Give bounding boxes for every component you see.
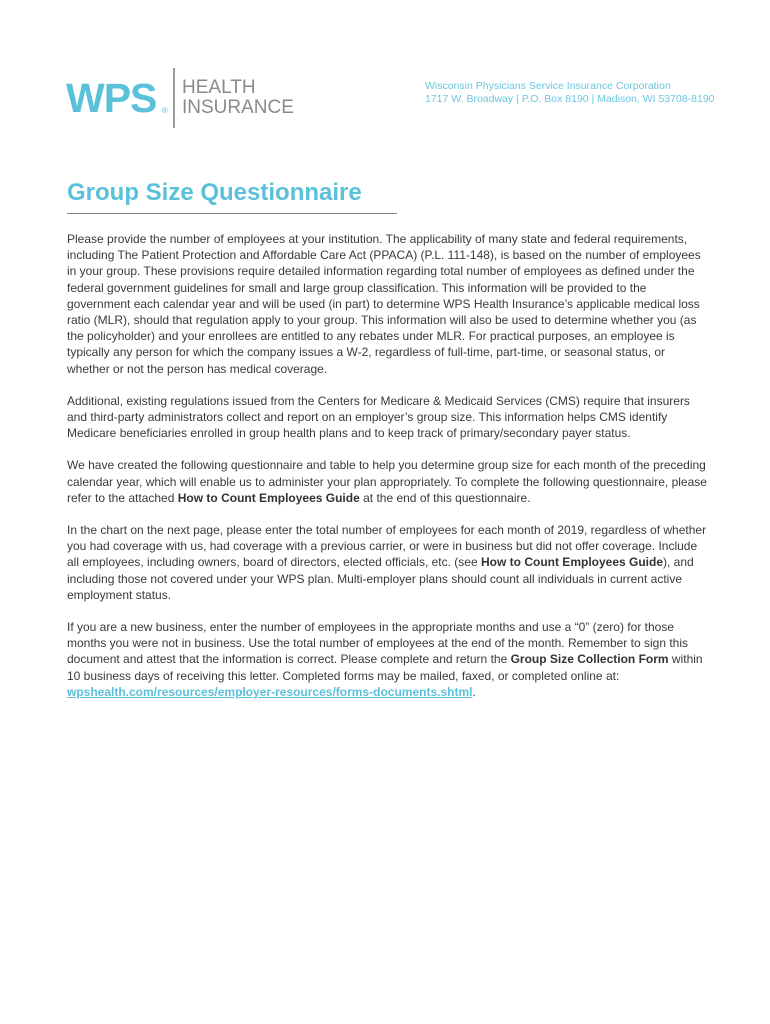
paragraph-new-business xyxy=(67,619,707,700)
paragraph-new-business-text-c: . xyxy=(472,684,476,699)
paragraph-chart-text-a: In the chart on the next page, please enter the total number of employees for each month of 2019, regardless of whether you had coverage with us, had coverage with a previous carrier, or were in business but did not offer coverage. Include all employees, including owners, board of directors, elected officials, etc. (see xyxy=(67,523,707,570)
logo-health-text: HEALTH xyxy=(182,77,256,98)
page-title: Group Size Questionnaire xyxy=(67,179,362,206)
logo-wps-text: WPS xyxy=(66,75,157,121)
paragraph-intro-text: Please provide the number of employees at your institution. The applicability of many state and federal requirements, including The Patient Protection and Affordable Care Act (PPACA) (P.L. 111-148), is based on the number of employees in your group. These provisions require detailed information regarding total number of employees as defined under the federal government guidelines for small and large group classification. This information will be provided to the government each calendar year and will be used (in part) to determine WPS Health Insurance’s applicable medical loss ratio (MLR), should that regulation apply to your group. This information will also be used to determine whether you (as the policyholder) and your enrollees are entitled to any rebates under MLR. For practical purposes, an employee is typically any person for which the company issues a W-2, regardless of full-time, part-time, or seasonal status, or whether or not the person has medical coverage. xyxy=(67,232,701,376)
paragraph-questionnaire xyxy=(67,457,707,506)
paragraph-new-business-text-a: If you are a new business, enter the number of employees in the appropriate months and use a “0” (zero) for those months you were not in business. Use the total number of employees at the end of the month. Remember to sign this document and attest that the information is correct. Please complete and return the xyxy=(67,620,688,667)
paragraph-cms-text: Additional, existing regulations issued from the Centers for Medicare & Medicaid Services (CMS) require that insurers and third-party administrators collect and report on an employer’s group size. This information helps CMS identify Medicare beneficiaries enrolled in group health plans and to keep track of primary/secondary payer status. xyxy=(67,393,690,441)
guide-reference: How to Count Employees Guide xyxy=(177,490,360,505)
logo-registered-mark: ® xyxy=(162,106,168,115)
logo-insurance-text: INSURANCE xyxy=(182,97,294,118)
title-divider xyxy=(67,213,397,214)
paragraph-cms xyxy=(67,393,707,442)
form-reference: Group Size Collection Form xyxy=(510,652,669,667)
logo-divider xyxy=(173,68,175,128)
paragraph-intro xyxy=(67,231,707,377)
company-address: 1717 W. Broadway | P.O. Box 8190 | Madison, WI 53708-8190 xyxy=(425,93,715,105)
paragraph-questionnaire-text-a: We have created the following questionnaire and table to help you determine group size for each month of the preceding calendar year, which will enable us to administer your plan appropriately. To complete the following questionnaire, please refer to the attached xyxy=(67,458,707,505)
company-name: Wisconsin Physicians Service Insurance Corporation xyxy=(425,80,671,92)
company-info xyxy=(425,80,715,106)
paragraph-new-business-text-b: within 10 business days of receiving this letter. Completed forms may be mailed, faxed, or completed online at: xyxy=(67,652,703,683)
guide-reference: How to Count Employees Guide xyxy=(481,555,664,570)
paragraph-chart-text-b: ), and including those not covered under your WPS plan. Multi-employer plans should count all individuals in current active employment status. xyxy=(67,555,694,602)
paragraph-chart xyxy=(67,522,707,603)
document-body xyxy=(67,231,707,716)
forms-link[interactable]: wpshealth.com/resources/employer-resources/forms-documents.shtml xyxy=(67,684,473,699)
paragraph-questionnaire-text-b: at the end of this questionnaire. xyxy=(359,490,531,505)
